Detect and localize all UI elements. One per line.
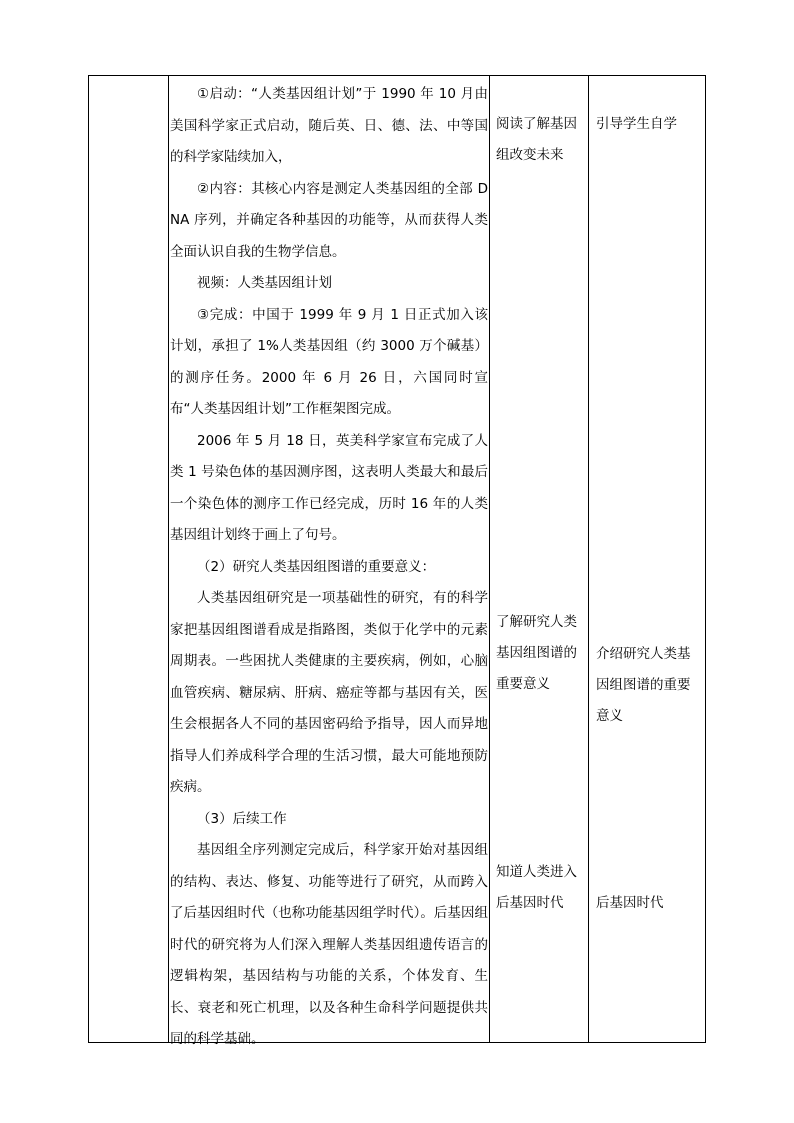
column-divider-2 bbox=[489, 76, 490, 1042]
significance-paragraph: 人类基因组研究是一项基础性的研究，有的科学家把基因组图谱看成是指路图，类似于化学中的元素周期表。一些困扰人类健康的主要疾病，例如，心脑血管疾病、糖尿病、肝病、癌症等都与基因有关，医生会根据各人不同的基因密码给予指导，因人而异地指导人们养成科学合理的生活习惯，最大可能地预防疾病。 bbox=[170, 590, 488, 795]
launch-paragraph: ①启动：“人类基因组计划”于 1990 年 10 月由美国科学家正式启动，随后英、日、德、法、中等国的科学家陆续加入， bbox=[170, 86, 488, 165]
student-activity-read: 阅读了解基因组改变未来 bbox=[496, 116, 577, 163]
followup-paragraph: 基因组全序列测定完成后，科学家开始对基因组的结构、表达、修复、功能等进行了研究，从而跨入了后基因组时代（也称功能基因组学时代）。后基因组时代的研究将为人们深入理解人类基因组遗传语言的逻辑构架，基因结构与功能的关系，个体发育、生长、衰老和死亡机理，以及各种生命科学问题提供共同的科学基础。 bbox=[170, 842, 488, 1047]
teacher-activity-guide: 引导学生自学 bbox=[596, 116, 677, 132]
completion-paragraph: ③完成：中国于 1999 年 9 月 1 日正式加入该计划，承担了 1%人类基因组（约 3000 万个碱基）的测序任务。2000 年 6 月 26 日，六国同时宣布“人类基因组计划”工作框架图完成。 bbox=[170, 306, 488, 417]
followup-heading: （3）后续工作 bbox=[197, 810, 287, 827]
student-activity-post-genome: 知道人类进入后基因时代 bbox=[496, 864, 577, 911]
lesson-table bbox=[88, 75, 706, 1047]
video-paragraph: 视频：人类基因组计划 bbox=[197, 275, 332, 291]
column-divider-3 bbox=[588, 76, 589, 1042]
content-paragraph: ②内容：其核心内容是测定人类基因组的全部 DNA 序列，并确定各种基因的功能等，从而获得人类全面认识自我的生物学信息。 bbox=[170, 180, 488, 260]
student-activity-significance: 了解研究人类基因组图谱的重要意义 bbox=[496, 614, 577, 692]
teaching-content-column bbox=[170, 76, 488, 1056]
significance-heading: （2）研究人类基因组图谱的重要意义： bbox=[197, 558, 436, 575]
teacher-activity-post-genome: 后基因时代 bbox=[596, 895, 664, 911]
teacher-activity-significance: 介绍研究人类基因组图谱的重要意义 bbox=[596, 646, 691, 724]
chromosome-1-paragraph: 2006 年 5 月 18 日，英美科学家宣布完成了人类 1 号染色体的基因测序图，这表明人类最大和最后一个染色体的测序工作已经完成，历时 16 年的人类基因组计划终于画上了句号。 bbox=[170, 432, 488, 543]
column-divider-1 bbox=[168, 76, 169, 1042]
